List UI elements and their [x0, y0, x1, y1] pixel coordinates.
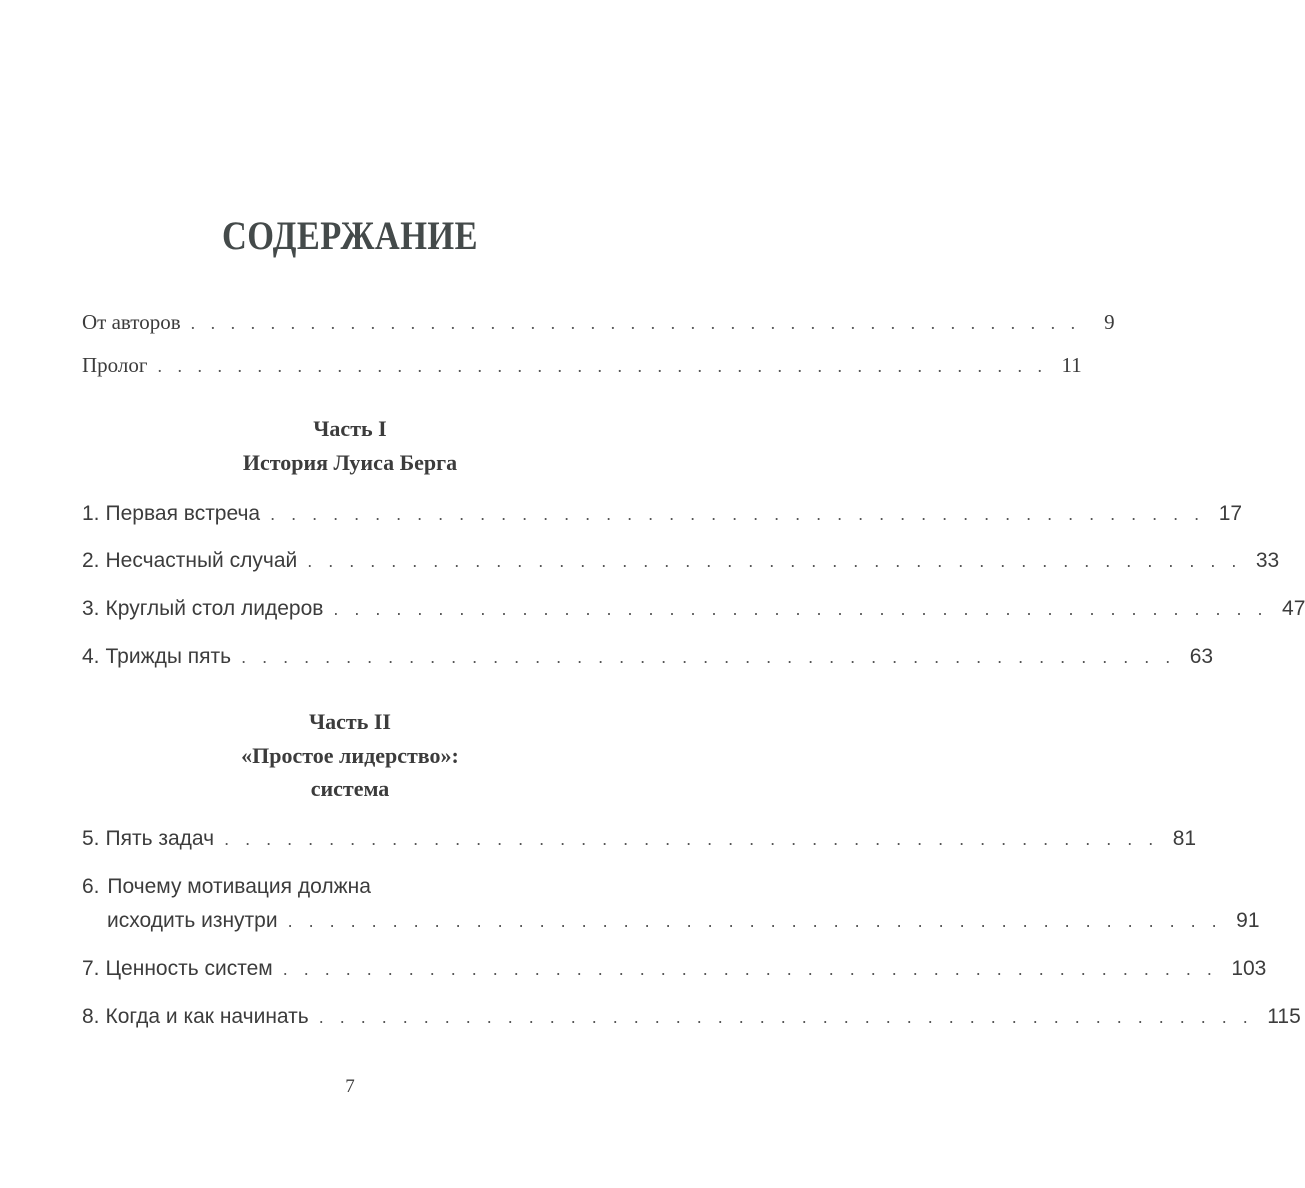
toc-entry-label: Пролог [82, 353, 148, 377]
chapter-number: 4. [82, 645, 100, 668]
toc-title: СОДЕРЖАНИЕ [222, 213, 478, 258]
toc-entry-label: Когда и как начинать [105, 1005, 309, 1028]
part-subtitle-line1: «Простое лидерство»: [241, 743, 459, 768]
toc-entry-label: Трижды пять [105, 645, 232, 668]
toc-entry-page: 9 [1104, 310, 1115, 334]
chapter-number: 6. [82, 875, 100, 898]
toc-entry-label: От авторов [82, 310, 181, 334]
toc-entry-chapter-6-line2 [107, 909, 1260, 933]
toc-entry-page: 47 [1282, 597, 1305, 620]
toc-entry-label: Почему мотивация должна [107, 875, 371, 898]
toc-entry-label: Несчастный случай [105, 549, 298, 572]
dot-leader: . . . . . . . . . . . . . . . . . . . . . . . . . . . . . . . . . . . . . . . . . . . . . [307, 551, 1242, 571]
toc-entry-chapter-7 [82, 957, 1267, 981]
dot-leader: . . . . . . . . . . . . . . . . . . . . . . . . . . . . . . . . . . . . . . . . . . . . . [282, 959, 1218, 979]
toc-entry-page: 17 [1218, 502, 1243, 525]
toc-entry-label: Ценность систем [105, 957, 273, 980]
chapter-number: 1. [82, 502, 100, 525]
chapter-number: 8. [82, 1005, 100, 1028]
toc-entry-label: Пять задач [105, 827, 215, 850]
toc-entry-chapter-3 [82, 597, 1305, 621]
toc-entry-page: 11 [1061, 353, 1082, 377]
dot-leader: . . . . . . . . . . . . . . . . . . . . . . . . . . . . . . . . . . . . . . . . . . . . . [241, 647, 1176, 667]
dot-leader: . . . . . . . . . . . . . . . . . . . . . . . . . . . . . . . . . . . . . . . . . . . . . [224, 829, 1159, 849]
toc-entry-chapter-1 [82, 502, 1243, 526]
toc-entry-chapter-2 [82, 549, 1280, 573]
toc-entry-page: 91 [1236, 909, 1260, 932]
toc-entry-page: 63 [1189, 645, 1214, 668]
toc-entry-chapter-8 [82, 1005, 1301, 1029]
page-number: 7 [345, 1076, 355, 1097]
chapter-number: 7. [82, 957, 100, 980]
toc-entry-prologue [82, 353, 1082, 378]
dot-leader: . . . . . . . . . . . . . . . . . . . . . . . . . . . . . . . . . . . . . . . . . . . . . [270, 504, 1205, 524]
dot-leader: . . . . . . . . . . . . . . . . . . . . . . . . . . . . . . . . . . . . . . . . . . . . . [157, 356, 1048, 376]
toc-entry-chapter-6-line1 [82, 875, 371, 899]
dot-leader: . . . . . . . . . . . . . . . . . . . . . . . . . . . . . . . . . . . . . . . . . . . . . [333, 599, 1269, 619]
toc-entry-from-authors [82, 310, 1115, 335]
toc-entry-label: Круглый стол лидеров [105, 597, 324, 620]
toc-entry-label: Первая встреча [105, 502, 261, 525]
toc-entry-label-continued: исходить изнутри [107, 909, 278, 932]
toc-entry-chapter-4 [82, 645, 1214, 669]
chapter-number: 5. [82, 827, 100, 850]
chapter-number: 2. [82, 549, 100, 572]
chapter-number: 3. [82, 597, 100, 620]
dot-leader: . . . . . . . . . . . . . . . . . . . . . . . . . . . . . . . . . . . . . . . . . . . . . [287, 911, 1223, 931]
toc-entry-page: 103 [1231, 957, 1267, 980]
dot-leader: . . . . . . . . . . . . . . . . . . . . . . . . . . . . . . . . . . . . . . . . . . . . . [318, 1007, 1254, 1027]
toc-entry-page: 33 [1255, 549, 1280, 572]
part-heading: Часть II [309, 709, 391, 734]
toc-entry-page: 115 [1267, 1005, 1301, 1028]
dot-leader: . . . . . . . . . . . . . . . . . . . . . . . . . . . . . . . . . . . . . . . . . . . . . [190, 313, 1081, 333]
part-subtitle: История Луиса Берга [242, 450, 458, 475]
part-subtitle-line2: система [310, 776, 390, 801]
part-heading: Часть I [313, 416, 387, 441]
toc-entry-page: 81 [1172, 827, 1197, 850]
toc-entry-chapter-5 [82, 827, 1197, 851]
